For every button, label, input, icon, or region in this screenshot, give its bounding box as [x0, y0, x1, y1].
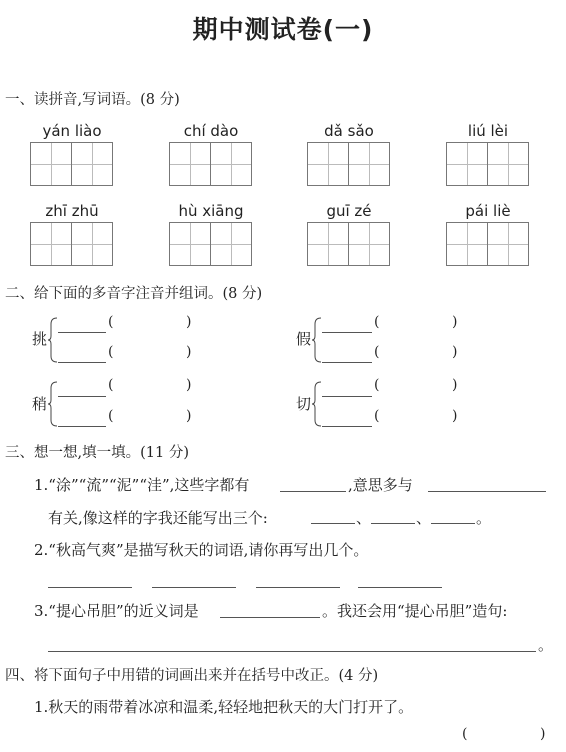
question-3-2-text: 2.“秋高气爽”是描写秋天的词语,请你再写出几个。: [34, 541, 369, 559]
polyphone-char-3: 稍: [32, 395, 48, 413]
pinyin-1: yán liào: [42, 122, 102, 140]
writing-grid-4[interactable]: [446, 142, 528, 186]
paren-open: (: [108, 344, 114, 360]
writing-grid-2[interactable]: [169, 142, 251, 186]
period: 。: [538, 636, 554, 654]
paren-close: ): [452, 377, 458, 393]
writing-grid-6[interactable]: [169, 222, 251, 266]
answer-line[interactable]: [371, 523, 415, 524]
writing-grid-1[interactable]: [30, 142, 112, 186]
answer-line[interactable]: [322, 426, 372, 427]
paren-open: (: [374, 344, 380, 360]
answer-line[interactable]: [358, 587, 442, 588]
answer-line[interactable]: [152, 587, 236, 588]
answer-line[interactable]: [322, 362, 372, 363]
section-3-heading: 三、想一想,填一填。(11 分): [5, 445, 189, 461]
pinyin-8: pái liè: [465, 202, 511, 220]
question-3-1-line2: 有关,像这样的字我还能写出三个:: [48, 509, 268, 527]
pinyin-4: liú lèi: [467, 122, 509, 140]
section-4-heading: 四、将下面句子中用错的词画出来并在括号中改正。(4 分): [5, 668, 379, 684]
separator: 、: [416, 509, 432, 527]
answer-line[interactable]: [322, 332, 372, 333]
paren-close: ): [452, 344, 458, 360]
paren-close: ): [452, 408, 458, 424]
period: 。: [476, 509, 492, 527]
paren-open: (: [374, 408, 380, 424]
pinyin-5: zhī zhū: [45, 202, 99, 220]
left-brace-icon: [47, 316, 59, 364]
left-brace-icon: [47, 380, 59, 428]
answer-line[interactable]: [431, 523, 475, 524]
answer-line[interactable]: [280, 491, 346, 492]
pinyin-7: guī zé: [326, 202, 372, 220]
polyphone-char-1: 挑: [32, 330, 48, 348]
paren-open: (: [108, 377, 114, 393]
answer-line[interactable]: [220, 617, 320, 618]
left-brace-icon: [311, 380, 323, 428]
writing-grid-8[interactable]: [446, 222, 528, 266]
question-3-3-text: 3.“提心吊胆”的近义词是: [34, 602, 199, 620]
question-4-1-text: 1.秋天的雨带着冰凉和温柔,轻轻地把秋天的大门打开了。: [34, 698, 414, 716]
paren-close: ): [186, 377, 192, 393]
answer-line[interactable]: [48, 587, 132, 588]
paren-open: (: [108, 314, 114, 330]
paren-open: (: [374, 377, 380, 393]
answer-line[interactable]: [256, 587, 340, 588]
polyphone-char-2: 假: [296, 330, 312, 348]
pinyin-2: chí dào: [183, 122, 239, 140]
pinyin-6: hù xiāng: [178, 202, 244, 220]
pinyin-3: dǎ sǎo: [324, 122, 374, 140]
polyphone-char-4: 切: [296, 395, 312, 413]
question-3-1-text: 1.“涂”“流”“泥”“洼”,这些字都有: [34, 476, 250, 494]
answer-line[interactable]: [58, 396, 106, 397]
paren-close: ): [186, 314, 192, 330]
section-2-heading: 二、给下面的多音字注音并组词。(8 分): [5, 286, 263, 302]
separator: 、: [356, 509, 372, 527]
answer-line[interactable]: [322, 396, 372, 397]
answer-line[interactable]: [58, 362, 106, 363]
writing-grid-5[interactable]: [30, 222, 112, 266]
paren-open: (: [374, 314, 380, 330]
paren-close: ): [186, 408, 192, 424]
section-1-heading: 一、读拼音,写词语。(8 分): [5, 92, 180, 108]
answer-line[interactable]: [428, 491, 546, 492]
paren-close: ): [186, 344, 192, 360]
page-title: 期中测试卷(一): [192, 15, 374, 44]
paren-open: (: [462, 726, 468, 742]
answer-line[interactable]: [48, 651, 536, 652]
paren-open: (: [108, 408, 114, 424]
writing-grid-3[interactable]: [307, 142, 389, 186]
question-3-3-text-b: 。我还会用“提心吊胆”造句:: [322, 602, 508, 620]
answer-line[interactable]: [58, 332, 106, 333]
paren-close: ): [452, 314, 458, 330]
question-3-1-mid: ,意思多与: [348, 476, 413, 494]
paren-close: ): [540, 726, 546, 742]
left-brace-icon: [311, 316, 323, 364]
answer-line[interactable]: [58, 426, 106, 427]
answer-line[interactable]: [311, 523, 355, 524]
writing-grid-7[interactable]: [307, 222, 389, 266]
